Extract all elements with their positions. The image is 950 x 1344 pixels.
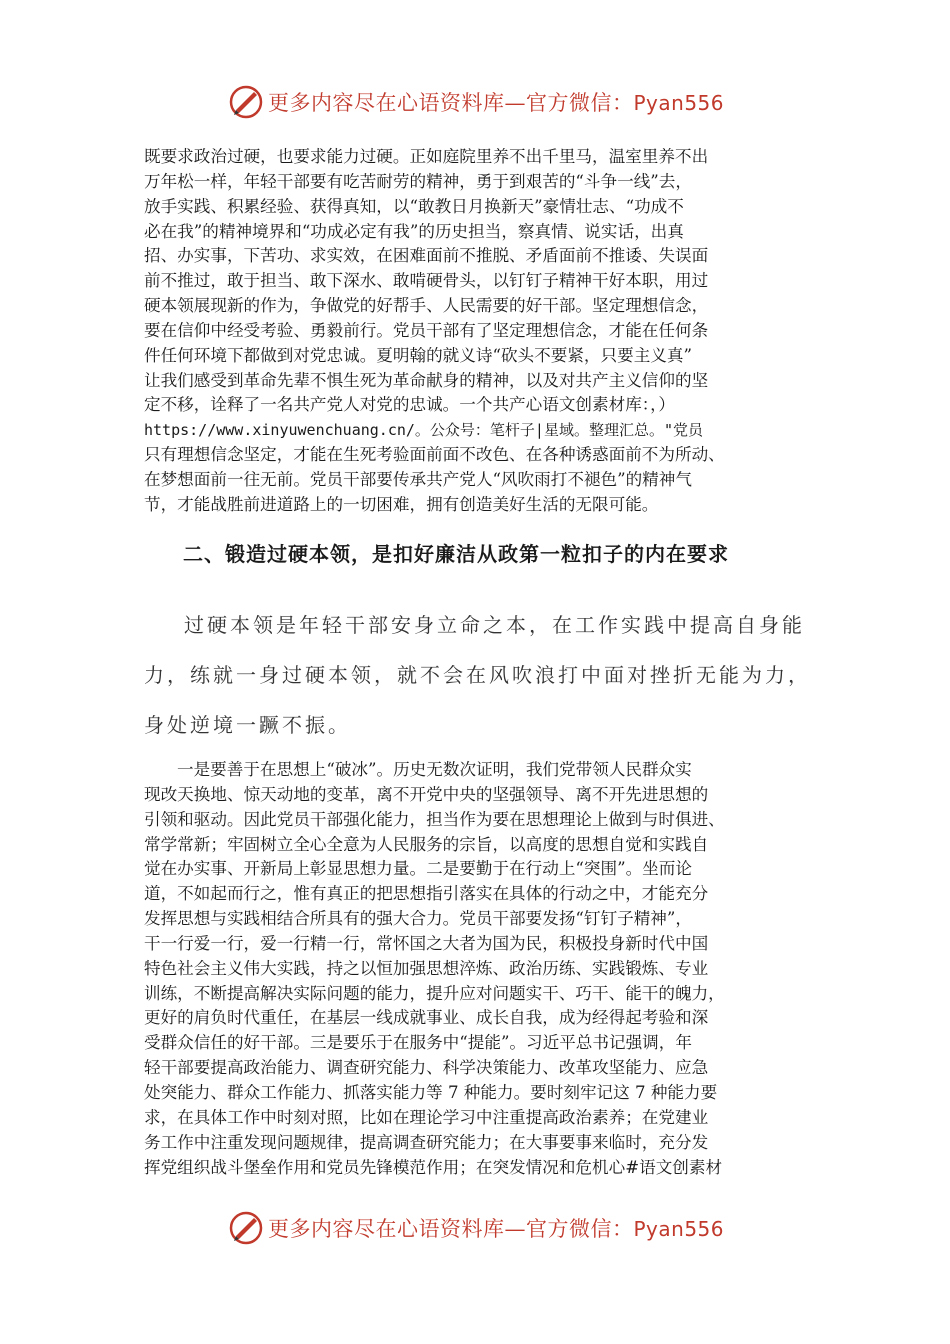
pen-logo-icon [228, 84, 264, 120]
text-line: 件任何环境下都做到对党忠诚。夏明翰的就义诗“砍头不要紧，只要主义真” [144, 345, 692, 365]
text-line: 更好的肩负时代重任，在基层一线成就事业、成长自我，成为经得起考验和深 [144, 1008, 709, 1028]
intro-paragraph [144, 600, 812, 750]
text-line: 既要求政治过硬，也要求能力过硬。正如庭院里养不出千里马，温室里养不出 [144, 147, 709, 166]
text-line: 发挥思想与实践相结合所具有的强大合力。党员干部要发扬“钉钉子精神”， [144, 909, 692, 929]
text-line: 轻干部要提高政治能力、调查研究能力、科学决策能力、改革攻坚能力、应急 [144, 1058, 709, 1078]
text-line: 只有理想信念坚定，才能在生死考验面前面不改色、在各种诱惑面前不为所动、 [144, 445, 725, 465]
text-line: 干一行爱一行，爱一行精一行，常怀国之大者为国为民，积极投身新时代中国 [144, 933, 709, 953]
text-line: 求，在具体工作中时刻对照，比如在理论学习中注重提高政治素养；在党建业 [144, 1107, 709, 1127]
text-line: 定不移，诠释了一名共产党人对党的忠诚。一个共产心语文创素材库：，） [144, 395, 675, 415]
text-line: 挥党组织战斗堡垒作用和党员先锋模范作用；在突发情况和危机心#语文创素材 [144, 1157, 723, 1177]
text-line: 在梦想面前一往无前。党员干部要传承共产党人“风吹雨打不褪色”的精神气 [144, 469, 692, 489]
section-heading: 二、锻造过硬本领，是扣好廉洁从政第一粒扣子的内在要求 [183, 542, 729, 566]
paragraph-3 [144, 758, 812, 1180]
text-line: 一是要善于在思想上“破冰”。历史无数次证明，我们党带领人民群众实 [177, 760, 692, 779]
text-line: 处突能力、群众工作能力、抓落实能力等 7 种能力。要时刻牢记这 7 种能力要 [144, 1082, 718, 1102]
text-line: 过硬本领是年轻干部安身立命之本，在工作实践中提高自身能 [184, 613, 805, 637]
text-line: 力，练就一身过硬本领，就不会在风吹浪打中面对挫折无能为力， [144, 663, 811, 687]
wechat-id: Pyan556 [633, 1217, 725, 1241]
text-line: 常学常新；牢固树立全心全意为人民服务的宗旨，以高度的思想自觉和实践自 [144, 834, 709, 854]
text-line: 务工作中注重发现问题规律，提高调查研究能力；在大事要事来临时，充分发 [144, 1132, 709, 1152]
text-line: 身处逆境一蹶不振。 [144, 713, 351, 737]
text-line: 放手实践、积累经验、获得真知，以“敢教日月换新天”豪情壮志、“功成不 [144, 196, 684, 216]
text-line: 必在我”的精神境界和“功成必定有我”的历史担当，察真情、说实话，出真 [144, 221, 684, 241]
text-line: 节，才能战胜前进道路上的一切困难，拥有创造美好生活的无限可能。 [144, 494, 659, 514]
text-line: 让我们感受到革命先辈不惧生死为革命献身的精神，以及对共产主义信仰的坚 [144, 370, 709, 390]
text-line: 前不推过，敢于担当、敢下深水、敢啃硬骨头，以钉钉子精神干好本职，用过 [144, 271, 709, 291]
text-line: 硬本领展现新的作为，争做党的好帮手、人民需要的好干部。坚定理想信念， [144, 296, 709, 316]
wechat-id: Pyan556 [633, 91, 725, 115]
footer-banner [228, 1208, 748, 1248]
text-line: 特色社会主义伟大实践，持之以恒加强思想淬炼、政治历练、实践锻炼、专业 [144, 958, 709, 978]
text-line: 训练，不断提高解决实际问题的能力，提升应对问题实干、巧干、能干的魄力， [144, 983, 725, 1003]
header-banner [228, 82, 748, 122]
text-line: 觉在办实事、开新局上彰显思想力量。二是要勤于在行动上“突围”。坐而论 [144, 859, 692, 879]
pen-logo-icon [228, 1210, 264, 1246]
text-line-url: https://www.xinyuwenchuang.cn/。公众号：笔杆子|星域。整理汇总。"党员 [144, 421, 703, 440]
text-line: 现改天换地、惊天动地的变革，离不开党中央的坚强领导、离不开先进思想的 [144, 784, 709, 804]
text-line: 万年松一样，年轻干部要有吃苦耐劳的精神，勇于到艰苦的“斗争一线”去， [144, 171, 692, 191]
text-line: 受群众信任的好干部。三是要乐于在服务中“提能”。习近平总书记强调，年 [144, 1033, 692, 1053]
text-line: 要在信仰中经受考验、勇毅前行。党员干部有了坚定理想信念，才能在任何条 [144, 320, 709, 340]
banner-text: 更多内容尽在心语资料库—官方微信：Pyan556 [268, 91, 725, 115]
text-line: 引领和驱动。因此党员干部强化能力，担当作为要在思想理论上做到与时俱进、 [144, 809, 725, 829]
text-line: 道，不如起而行之，惟有真正的把思想指引落实在具体的行动之中，才能充分 [144, 884, 709, 904]
paragraph-1 [144, 145, 812, 518]
banner-text: 更多内容尽在心语资料库—官方微信：Pyan556 [268, 1217, 725, 1241]
text-line: 招、办实事，下苦功、求实效，在困难面前不推脱、矛盾面前不推诿、失误面 [144, 246, 709, 266]
